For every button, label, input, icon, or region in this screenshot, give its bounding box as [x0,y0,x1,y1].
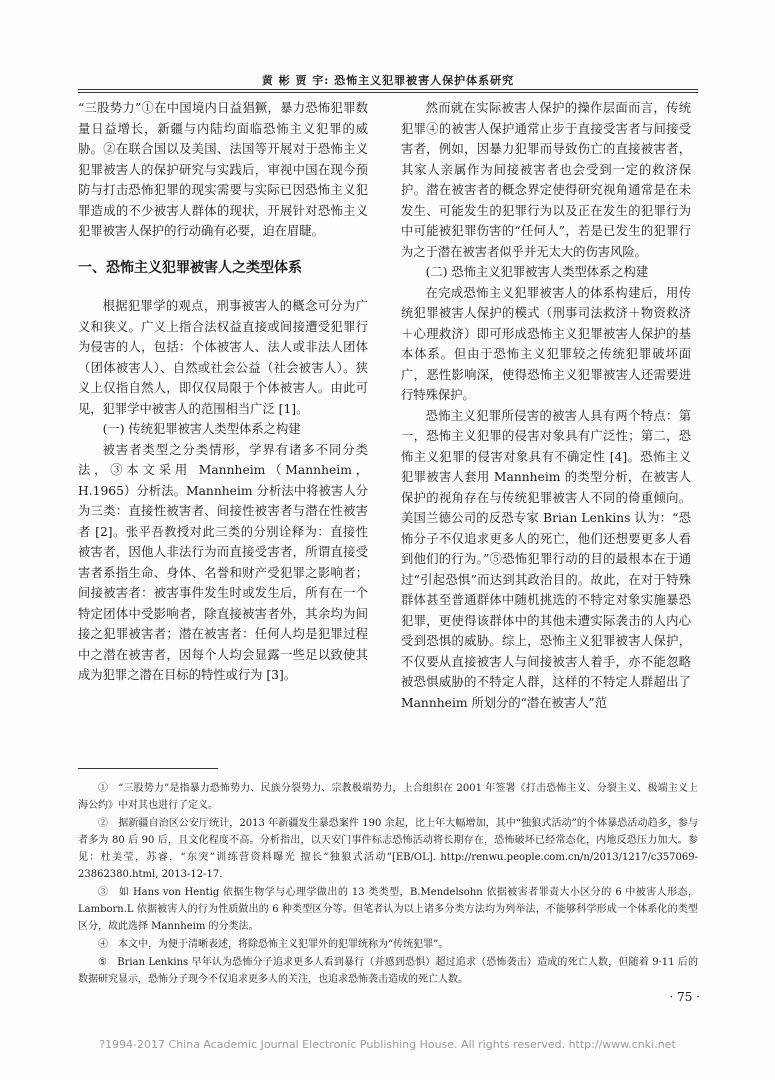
footnote: ① “三股势力”是指暴力恐怖势力、民族分裂势力、宗教极端势力，上合组织在 2001 年签署《打击恐怖主义、分裂主义、极端主义上海公约》中对其也进行了定义。 [78,783,698,811]
paragraph: 恐怖主义犯罪所侵害的被害人具有两个特点：第一，恐怖主义犯罪的侵害对象具有广泛性；第二，恐怖主义犯罪的侵害对象具有不确定性 [4]。恐怖主义犯罪被害人套用 Mannheim 的类型分析，在被害人保护的视角存在与传统犯罪被害人不同的倚重倾向。美国兰德公司的反恐专家 Brian Lenkins 认为：“恐怖分子不仅追求更多人的死亡，他们还想要更多人看到他们的行为。”⑤恐怖犯罪行动的目的最根本在于通过“引起恐惧”而达到其政治目的。故此，在对于特殊群体甚至普通群体中随机挑选的不特定对象实施暴恐犯罪，更使得该群体中的其他未遭实际袭击的人内心受到恐惧的威胁。综上，恐怖主义犯罪被害人保护，不仅要从直接被害人与间接被害人着手，亦不能忽略被恐惧威胁的不特定人群，这样的不特定人群超出了 Mannheim 所划分的“潜在被害人”范 [401,408,691,710]
right-column [401,98,691,713]
paragraph: 在完成恐怖主义犯罪被害人的体系构建后，用传统犯罪被害人保护的模式（刑事司法救济＋物资救济＋心理救济）即可形成恐怖主义犯罪被害人保护的基本体系。但由于恐怖主义犯罪较之传统犯罪破坏面广，恶性影响深，使得恐怖主义犯罪被害人还需要进行特殊保护。 [401,285,691,402]
footnote: ④ 本文中，为便于清晰表述，将除恐怖主义犯罪外的犯罪统称为“传统犯罪”。 [98,939,449,950]
footnote-rule [78,768,218,769]
paragraph: “三股势力”①在中国境内日益猖獗，暴力恐怖犯罪数量日益增长，新疆与内陆均面临恐怖主义犯罪的威胁。②在联合国以及美国、法国等开展对于恐怖主义犯罪被害人的保护研究与实践后，审视中国在现今预防与打击恐怖犯罪的现实需要与实际已因恐怖主义犯罪造成的不少被害人群体的现状，开展针对恐怖主义犯罪被害人保护的行动确有必要，迫在眉睫。 [78,101,368,238]
paragraph: 然而就在实际被害人保护的操作层面而言，传统犯罪④的被害人保护通常止步于直接受害者与间接受害者，例如，因暴力犯罪而导致伤亡的直接被害者，其家人亲属作为间接被害者也会受到一定的救济保护。潜在被害者的概念界定使得研究视角通常是在未发生、可能发生的犯罪行为以及正在发生的犯罪行为中可能被犯罪伤害的“任何人”，若是已发生的犯罪行为之于潜在被害者似乎并无太大的伤害风险。 [401,101,691,259]
header-rule [78,89,698,90]
footnote: ⑤ Brian Lenkins 早年认为恐怖分子追求更多人看到暴行（并感到恐惧）超过追求（恐怖袭击）造成的死亡人数，但随着 9·11 后的数据研究显示，恐怖分子现今不仅追求更多人的关注，也追求恐怖袭击造成的死亡人数。 [78,957,698,985]
footnote: ③ 如 Hans von Hentig 依据生物学与心理学做出的 13 类类型，B.Mendelsohn 依据被害者罪责大小区分的 6 中被害人形态，Lamborn.L 依据被害人的行为性质做出的 6 种类型区分等。但笔者认为以上诸多分类方法均为列举法，不能够科学形成一个体系化的类型区分，故此选择 Mannheim 的分类法。 [78,887,698,932]
section-heading: 一、恐怖主义犯罪被害人之类型体系 [78,259,302,276]
paragraph: 被害者类型之分类情形，学界有诸多不同分类法，③本文采用 Mannheim（Mannheim，H.1965）分析法。Mannheim 分析法中将被害人分为三类：直接性被害者、间接性被害者与潜在性被害者 [2]。张平吾教授对此三类的分别诠释为：直接性被害者，因他人非法行为而直接受害者，所谓直接受害者系指生命、身体、名誉和财产受犯罪之影响者；间接被害者：被害事件发生时或发生后，所有在一个特定团体中受影响者，除直接被害者外，其余均为间接之犯罪被害者；潜在被害者：任何人均是犯罪过程中之潜在被害者，因每个人均会显露一些足以致使其成为犯罪之潜在目标的特性或行为 [3]。 [78,442,368,682]
subsection-heading: (二) 恐怖主义犯罪被害人类型体系之构建 [425,265,649,279]
page-number: · 75 · [669,990,700,1004]
header-rule-thin [78,92,698,93]
paragraph: 根据犯罪学的观点，刑事被害人的概念可分为广义和狭义。广义上指合法权益直接或间接遭受犯罪行为侵害的人，包括：个体被害人、法人或非法人团体（团体被害人）、自然或社会公益（社会被害人）。狭义上仅指自然人，即仅仅局限于个体被害人。由此可见，犯罪学中被害人的范围相当广泛 [1]。 [78,299,368,416]
footnotes [78,780,698,989]
subsection-heading: (一) 传统犯罪被害人类型体系之构建 [102,422,301,436]
footnote: ② 据新疆自治区公安厅统计，2013 年新疆发生暴恐案件 190 余起，比上年大幅增加，其中“独狼式活动”的个体暴恐活动趋多，参与者多为 80 后 90 后，且文化程度不高。分析指出，以天安门事件标志恐怖活动将长期存在，恐怖破坏已经常态化，内地反恐压力加大。参见：杜美莹，苏睿．“东突”训练营资料曝光 擅长“独狼式活动”[EB/OL]. http://renwu.people.com.cn/n/2013/1217/c357069-23862380.html, 2013-12-17. [78,818,698,880]
running-header: 黄 彬 贾 宇: 恐怖主义犯罪被害人保护体系研究 [261,74,515,87]
copyright-watermark: ?1994-2017 China Academic Journal Electronic Publishing House. All rights reserved. http://www.cnki.net [99,1038,676,1051]
left-column [78,98,368,686]
